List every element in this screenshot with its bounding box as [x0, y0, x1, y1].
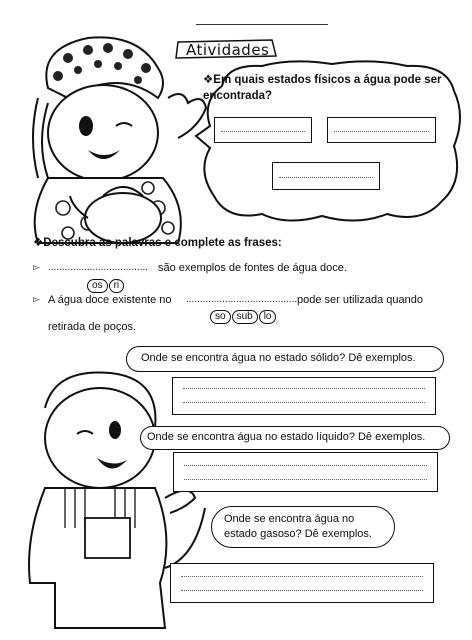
- q4-bubble: [140, 426, 450, 450]
- q2-instruction: ❖Descubra as palavras e complete as frases:: [33, 237, 282, 249]
- answer-box-3[interactable]: [272, 162, 380, 190]
- syllable-sub: sub: [232, 310, 258, 324]
- answer-box-2[interactable]: [327, 117, 436, 143]
- sentence2-text: pode ser utilizada quando: [297, 294, 423, 306]
- syllable-so: so: [210, 310, 231, 324]
- answer-box-1[interactable]: [214, 117, 312, 143]
- sentence1-text: são exemplos de fontes de água doce.: [158, 262, 347, 274]
- girl-kettle-illustration: [8, 28, 213, 248]
- top-rule: [196, 24, 328, 25]
- q3-question: Onde se encontra água no estado sólido? Dê exemplos.: [141, 352, 416, 364]
- sentence2-syllables: [210, 306, 277, 324]
- syllable-os: os: [87, 279, 108, 293]
- bullet-icon: ▻: [33, 262, 40, 272]
- q5-bubble: [211, 506, 395, 548]
- answer-box-solid[interactable]: [172, 377, 436, 415]
- answer-box-liquid[interactable]: [173, 452, 438, 492]
- page-title: Atividades: [186, 41, 270, 59]
- syllable-lo: lo: [259, 310, 277, 324]
- sentence1-blank[interactable]: ....................................: [48, 262, 149, 273]
- sentence2-blank[interactable]: .........................................: [186, 294, 300, 305]
- sentence2-cont: retirada de poços.: [48, 321, 137, 333]
- q5-question: Onde se encontra água no estado gasoso? Dê exemplos.: [224, 513, 372, 540]
- q3-bubble: [126, 346, 444, 372]
- sentence2-start: A água doce existente no: [48, 294, 172, 306]
- q1-question: ❖Em quais estados físicos a água pode ser encontrada?: [203, 74, 442, 102]
- sentence1-syllables: [87, 275, 125, 293]
- bullet-icon: ▻: [33, 294, 40, 304]
- answer-box-gaseous[interactable]: [170, 563, 434, 603]
- syllable-ri: ri: [109, 279, 125, 293]
- q4-question: Onde se encontra água no estado líquido? Dê exemplos.: [147, 431, 426, 443]
